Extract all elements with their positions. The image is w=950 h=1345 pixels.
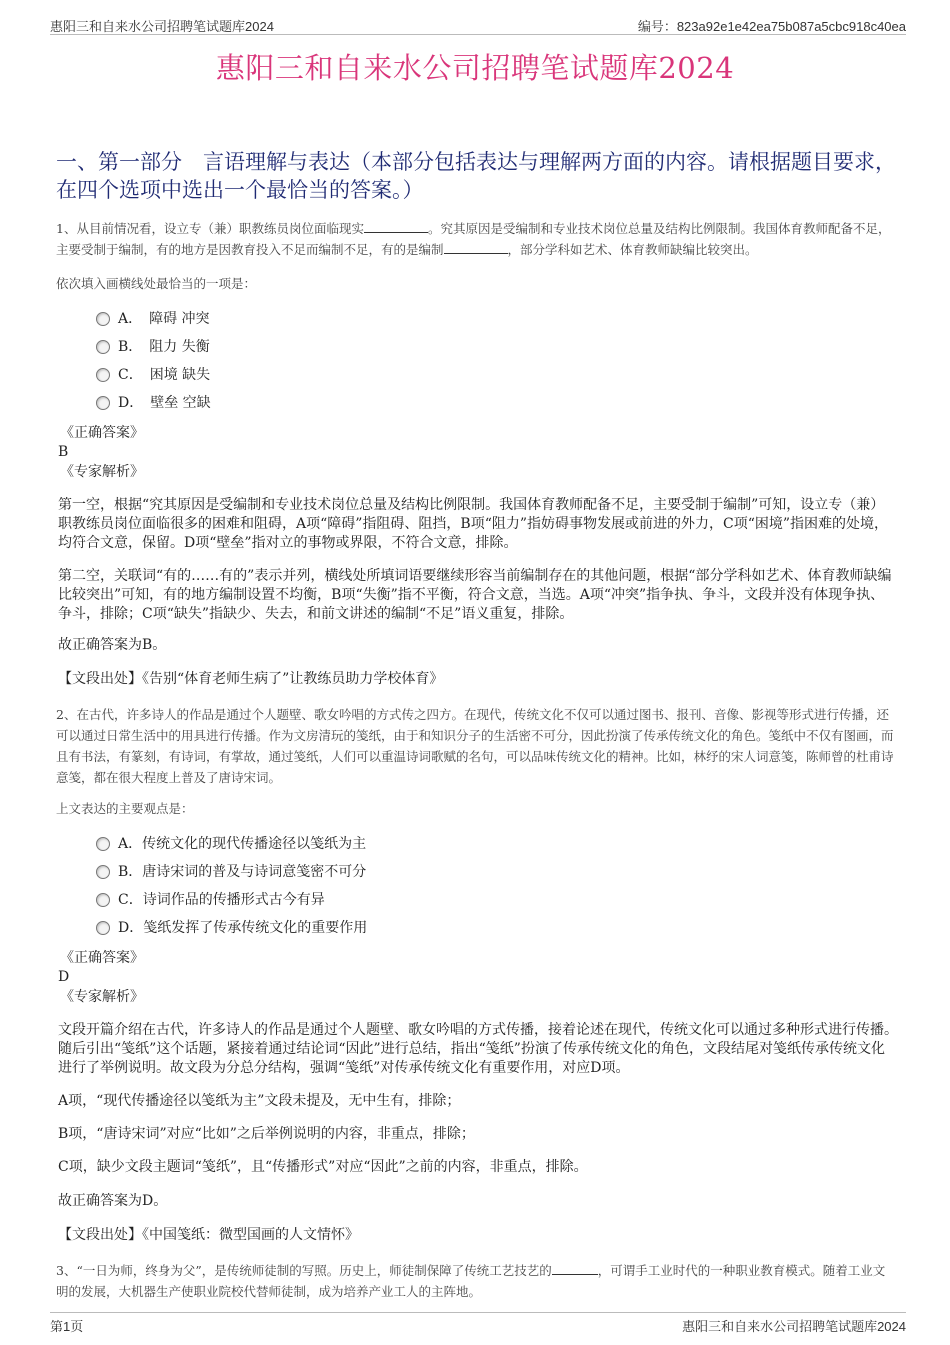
q2-analysis-p1: 文段开篇介绍在古代，许多诗人的作品是通过个人题壁、歌女吟唱的方式传播，接着论述在现代，传统文化可以通过多种形式进行传播。随后引出“笺纸”这个话题，紧接着通过结论词“因此”进行总结，指出“笺纸”扮演了传承传统文化的角色，文段结尾对笺纸传承传统文化进行了举例说明。故文段为分总分结构，强调“笺纸”对传承传统文化有重要作用，对应D项。 [58,1022,898,1076]
radio-icon[interactable] [96,865,110,879]
q2-option-c[interactable]: C．诗词作品的传播形式古今有异 [96,890,325,910]
footer-title: 惠阳三和自来水公司招聘笔试题库2024 [682,1319,906,1334]
page-footer [50,1312,906,1333]
header-doc-id: 编号：823a92e1e42ea75b087a5cbc918c40ea [637,19,906,34]
q2-option-b[interactable]: B．唐诗宋词的普及与诗词意笺密不可分 [96,862,366,882]
q2-analysis-label: 《专家解析》 [60,989,144,1005]
question-1-prompt: 依次填入画横线处最恰当的一项是： [56,276,257,291]
q1-analysis-p3: 故正确答案为B。 [58,637,167,653]
blank-line [444,241,508,254]
q2-analysis-p3: B项，“唐诗宋词”对应“比如”之后举例说明的内容，非重点，排除； [58,1126,475,1142]
q2-analysis-p2: A项，“现代传播途径以笺纸为主”文段未提及，无中生有，排除； [58,1093,461,1109]
question-1-text: 1、从目前情况看，设立专（兼）职教练员岗位面临现实 。究其原因是受编制和专业技术岗位总量及结构比例限制。我国体育教师配备不足，主要受制于编制，有的地方是因教育投入不足而编制不足，有的是编制 ，部分学科如艺术、体育教师缺编比较突出。 [56,221,891,257]
question-3-text: 3、“一日为师，终身为父”，是传统师徒制的写照。历史上，师徒制保障了传统工艺技艺的 ，可谓手工业时代的一种职业教育模式。随着工业文明的发展，大机器生产使职业院校代替师徒制，成为培养产业工人的主阵地。 [56,1263,886,1299]
q2-answer: D [58,969,70,985]
q1-answer: B [58,444,69,460]
q1-answer-label: 《正确答案》 [60,425,144,441]
q2-option-d[interactable]: D．笺纸发挥了传承传统文化的重要作用 [96,918,367,938]
q1-source: 【文段出处】《告别“体育老师生病了”让教练员助力学校体育》 [58,671,444,687]
q1-option-d[interactable]: D． 壁垒 空缺 [96,393,211,413]
page-title: 惠阳三和自来水公司招聘笔试题库2024 [215,51,735,85]
q1-option-c[interactable]: C． 困境 缺失 [96,365,210,385]
page-header [50,14,906,35]
radio-icon[interactable] [96,312,110,326]
page-number: 第1页 [50,1319,84,1334]
q2-analysis-p4: C项，缺少文段主题词“笺纸”，且“传播形式”对应“因此”之前的内容，非重点，排除。 [58,1159,588,1175]
blank-line [364,220,428,233]
q1-option-a[interactable]: A． 障碍 冲突 [96,309,210,329]
blank-line [552,1262,598,1275]
header-title: 惠阳三和自来水公司招聘笔试题库2024 [50,19,274,34]
q1-option-b[interactable]: B． 阻力 失衡 [96,337,210,357]
radio-icon[interactable] [96,368,110,382]
radio-icon[interactable] [96,340,110,354]
radio-icon[interactable] [96,396,110,410]
q1-analysis-p1: 第一空，根据“究其原因是受编制和专业技术岗位总量及结构比例限制。我国体育教师配备不足，主要受制于编制”可知，设立专（兼）职教练员岗位面临很多的困难和阻碍，A项“障碍”指阻碍、阻挡，B项“阻力”指妨碍事物发展或前进的外力，C项“困境”指困难的处境，均符合文意，保留。D项“壁垒”指对立的事物或界限，不符合文意，排除。 [58,497,889,551]
q1-analysis-label: 《专家解析》 [60,464,144,480]
q2-analysis-p5: 故正确答案为D。 [58,1193,168,1209]
section-heading: 一、第一部分 言语理解与表达（本部分包括表达与理解两方面的内容。请根据题目要求，在四个选项中选出一个最恰当的答案。） [56,150,896,202]
radio-icon[interactable] [96,837,110,851]
q1-analysis-p2: 第二空，关联词“有的……有的”表示并列，横线处所填词语要继续形容当前编制存在的其他问题，根据“部分学科如艺术、体育教师缺编比较突出”可知，有的地方编制设置不均衡，B项“失衡”指不平衡，符合文意，当选。A项“冲突”指争执、争斗，文段并没有体现争执、争斗，排除；C项“缺失”指缺少、失去，和前文讲述的编制“不足”语义重复，排除。 [58,568,892,622]
q2-source: 【文段出处】《中国笺纸：微型国画的人文情怀》 [58,1227,359,1243]
question-2-text: 2、在古代，许多诗人的作品是通过个人题壁、歌女吟唱的方式传之四方。在现代，传统文化不仅可以通过图书、报刊、音像、影视等形式进行传播，还可以通过日常生活中的用具进行传播。作为文房清玩的笺纸，由于和知识分子的生活密不可分，因此扮演了传承传统文化的角色。笺纸中不仅有图画，而且有书法，有篆刻，有诗词，有掌故，通过笺纸，人们可以重温诗词歌赋的名句，可以品味传统文化的精神。比如，林纾的宋人词意笺，陈师曾的杜甫诗意笺，都在很大程度上普及了唐诗宋词。 [56,707,894,785]
q2-option-a[interactable]: A．传统文化的现代传播途径以笺纸为主 [96,834,366,854]
radio-icon[interactable] [96,921,110,935]
q2-answer-label: 《正确答案》 [60,950,144,966]
question-2-prompt: 上文表达的主要观点是： [56,801,194,816]
radio-icon[interactable] [96,893,110,907]
